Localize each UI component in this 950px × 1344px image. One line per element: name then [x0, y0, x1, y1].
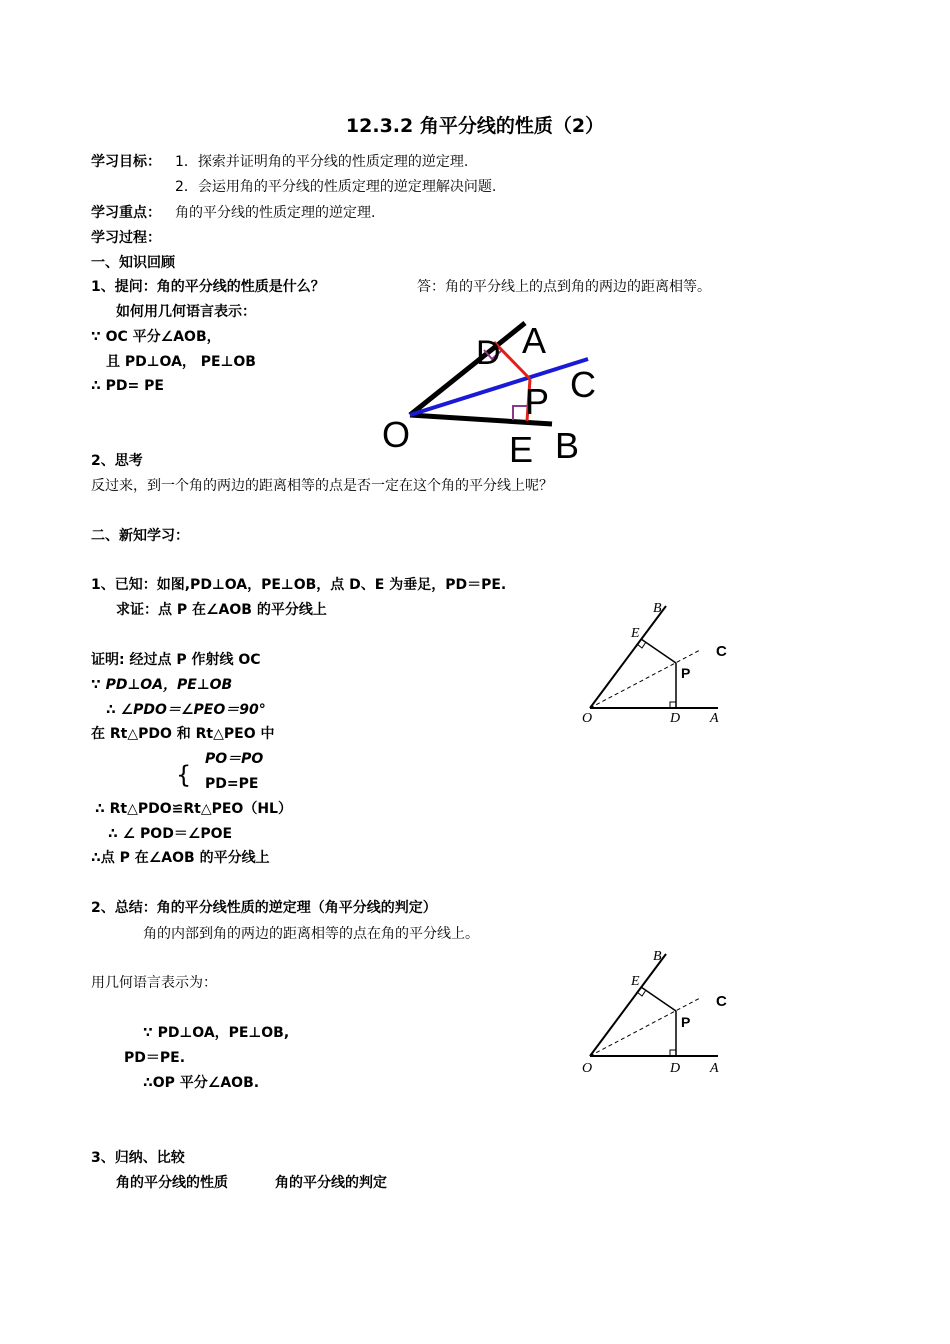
- section1-heading: 一、知识回顾: [91, 255, 175, 271]
- geo-line-2: PD＝PE.: [124, 1050, 186, 1066]
- label-e: E: [631, 626, 640, 641]
- label-p: P: [681, 1014, 691, 1030]
- label-d: D: [670, 711, 681, 726]
- proof-line-5: PD=PE: [205, 776, 259, 792]
- proof-line-2: ∴ ∠PDO＝∠PEO＝90°: [106, 702, 266, 718]
- prove-text: 求证：点 P 在∠AOB 的平分线上: [116, 602, 327, 618]
- angle-bisector-figure-2: [578, 598, 738, 728]
- label-b: B: [555, 425, 580, 466]
- q1-answer: 答：角的平分线上的点到角的两边的距离相等。: [417, 279, 711, 295]
- q1-line-2: 且 PD⊥OA， PE⊥OB: [106, 354, 256, 370]
- ray-ob: [590, 954, 666, 1056]
- label-e: E: [509, 429, 534, 470]
- label-o: O: [582, 1061, 593, 1076]
- label-d: D: [670, 1061, 681, 1076]
- label-o: O: [382, 414, 411, 455]
- label-c: C: [716, 993, 727, 1010]
- summary-text: 角的内部到角的两边的距离相等的点在角的平分线上。: [143, 926, 479, 942]
- given-text: 1、已知：如图,PD⊥OA，PE⊥OB，点 D、E 为垂足，PD＝PE.: [91, 577, 507, 593]
- proof-intro: 证明: 经过点 P 作射线 OC: [91, 652, 261, 668]
- q2-label: 2、思考: [91, 453, 143, 469]
- angle-bisector-figure-1: [370, 315, 620, 475]
- ray-oa: [410, 323, 525, 415]
- label-e: E: [631, 974, 640, 989]
- label-c: C: [570, 364, 596, 405]
- label-a: A: [710, 1061, 719, 1076]
- geo-line-1: ∵ PD⊥OA，PE⊥OB,: [143, 1025, 290, 1041]
- label-a: A: [710, 711, 719, 726]
- compare-label: 3、归纳、比较: [91, 1150, 185, 1166]
- proof-line-4: PO＝PO: [205, 751, 264, 767]
- ray-ob: [590, 606, 666, 708]
- angle-bisector-figure-3: [578, 948, 738, 1078]
- q2-text: 反过来，到一个角的两边的距离相等的点是否一定在这个角的平分线上呢？: [91, 478, 553, 494]
- q1-how: 如何用几何语言表示：: [116, 304, 256, 320]
- label-p: P: [681, 665, 691, 681]
- proof-line-7: ∴ ∠ POD＝∠POE: [108, 826, 233, 842]
- process-label: 学习过程：: [91, 230, 161, 246]
- page-title: 12.3.2 角平分线的性质（2）: [345, 115, 605, 137]
- label-a: A: [522, 320, 547, 361]
- focus-label: 学习重点：: [91, 205, 161, 221]
- q1-label: 1、提问：角的平分线的性质是什么？: [91, 279, 325, 295]
- compare-col-2: 角的平分线的判定: [275, 1175, 387, 1191]
- goal-item-2: 2．会运用角的平分线的性质定理的逆定理解决问题.: [175, 179, 497, 195]
- label-c: C: [716, 643, 727, 660]
- label-b: B: [653, 949, 662, 964]
- proof-line-3: 在 Rt△PDO 和 Rt△PEO 中: [91, 726, 275, 742]
- compare-col-1: 角的平分线的性质: [116, 1175, 228, 1191]
- geo-line-3: ∴OP 平分∠AOB.: [143, 1075, 260, 1091]
- goals-label: 学习目标：: [91, 154, 161, 170]
- section2-heading: 二、新知学习：: [91, 528, 189, 544]
- summary-label: 2、总结：角的平分线性质的逆定理（角平分线的判定）: [91, 900, 437, 916]
- label-p: P: [525, 381, 550, 422]
- goal-item-1: 1．探索并证明角的平分线的性质定理的逆定理.: [175, 154, 469, 170]
- focus-text: 角的平分线的性质定理的逆定理.: [175, 205, 376, 221]
- label-d: D: [476, 334, 501, 372]
- geo-label: 用几何语言表示为：: [91, 975, 217, 991]
- label-b: B: [653, 601, 662, 616]
- proof-line-8: ∴点 P 在∠AOB 的平分线上: [91, 850, 270, 866]
- proof-line-1: ∵ PD⊥OA，PE⊥OB: [91, 677, 233, 693]
- segment-pe: [641, 987, 676, 1011]
- segment-pe: [641, 639, 676, 663]
- label-o: O: [582, 711, 593, 726]
- q1-line-3: ∴ PD= PE: [91, 378, 164, 394]
- brace: {: [176, 761, 192, 789]
- proof-line-6: ∴ Rt△PDO≌Rt△PEO（HL）: [95, 801, 292, 817]
- q1-line-1: ∵ OC 平分∠AOB，: [91, 329, 221, 345]
